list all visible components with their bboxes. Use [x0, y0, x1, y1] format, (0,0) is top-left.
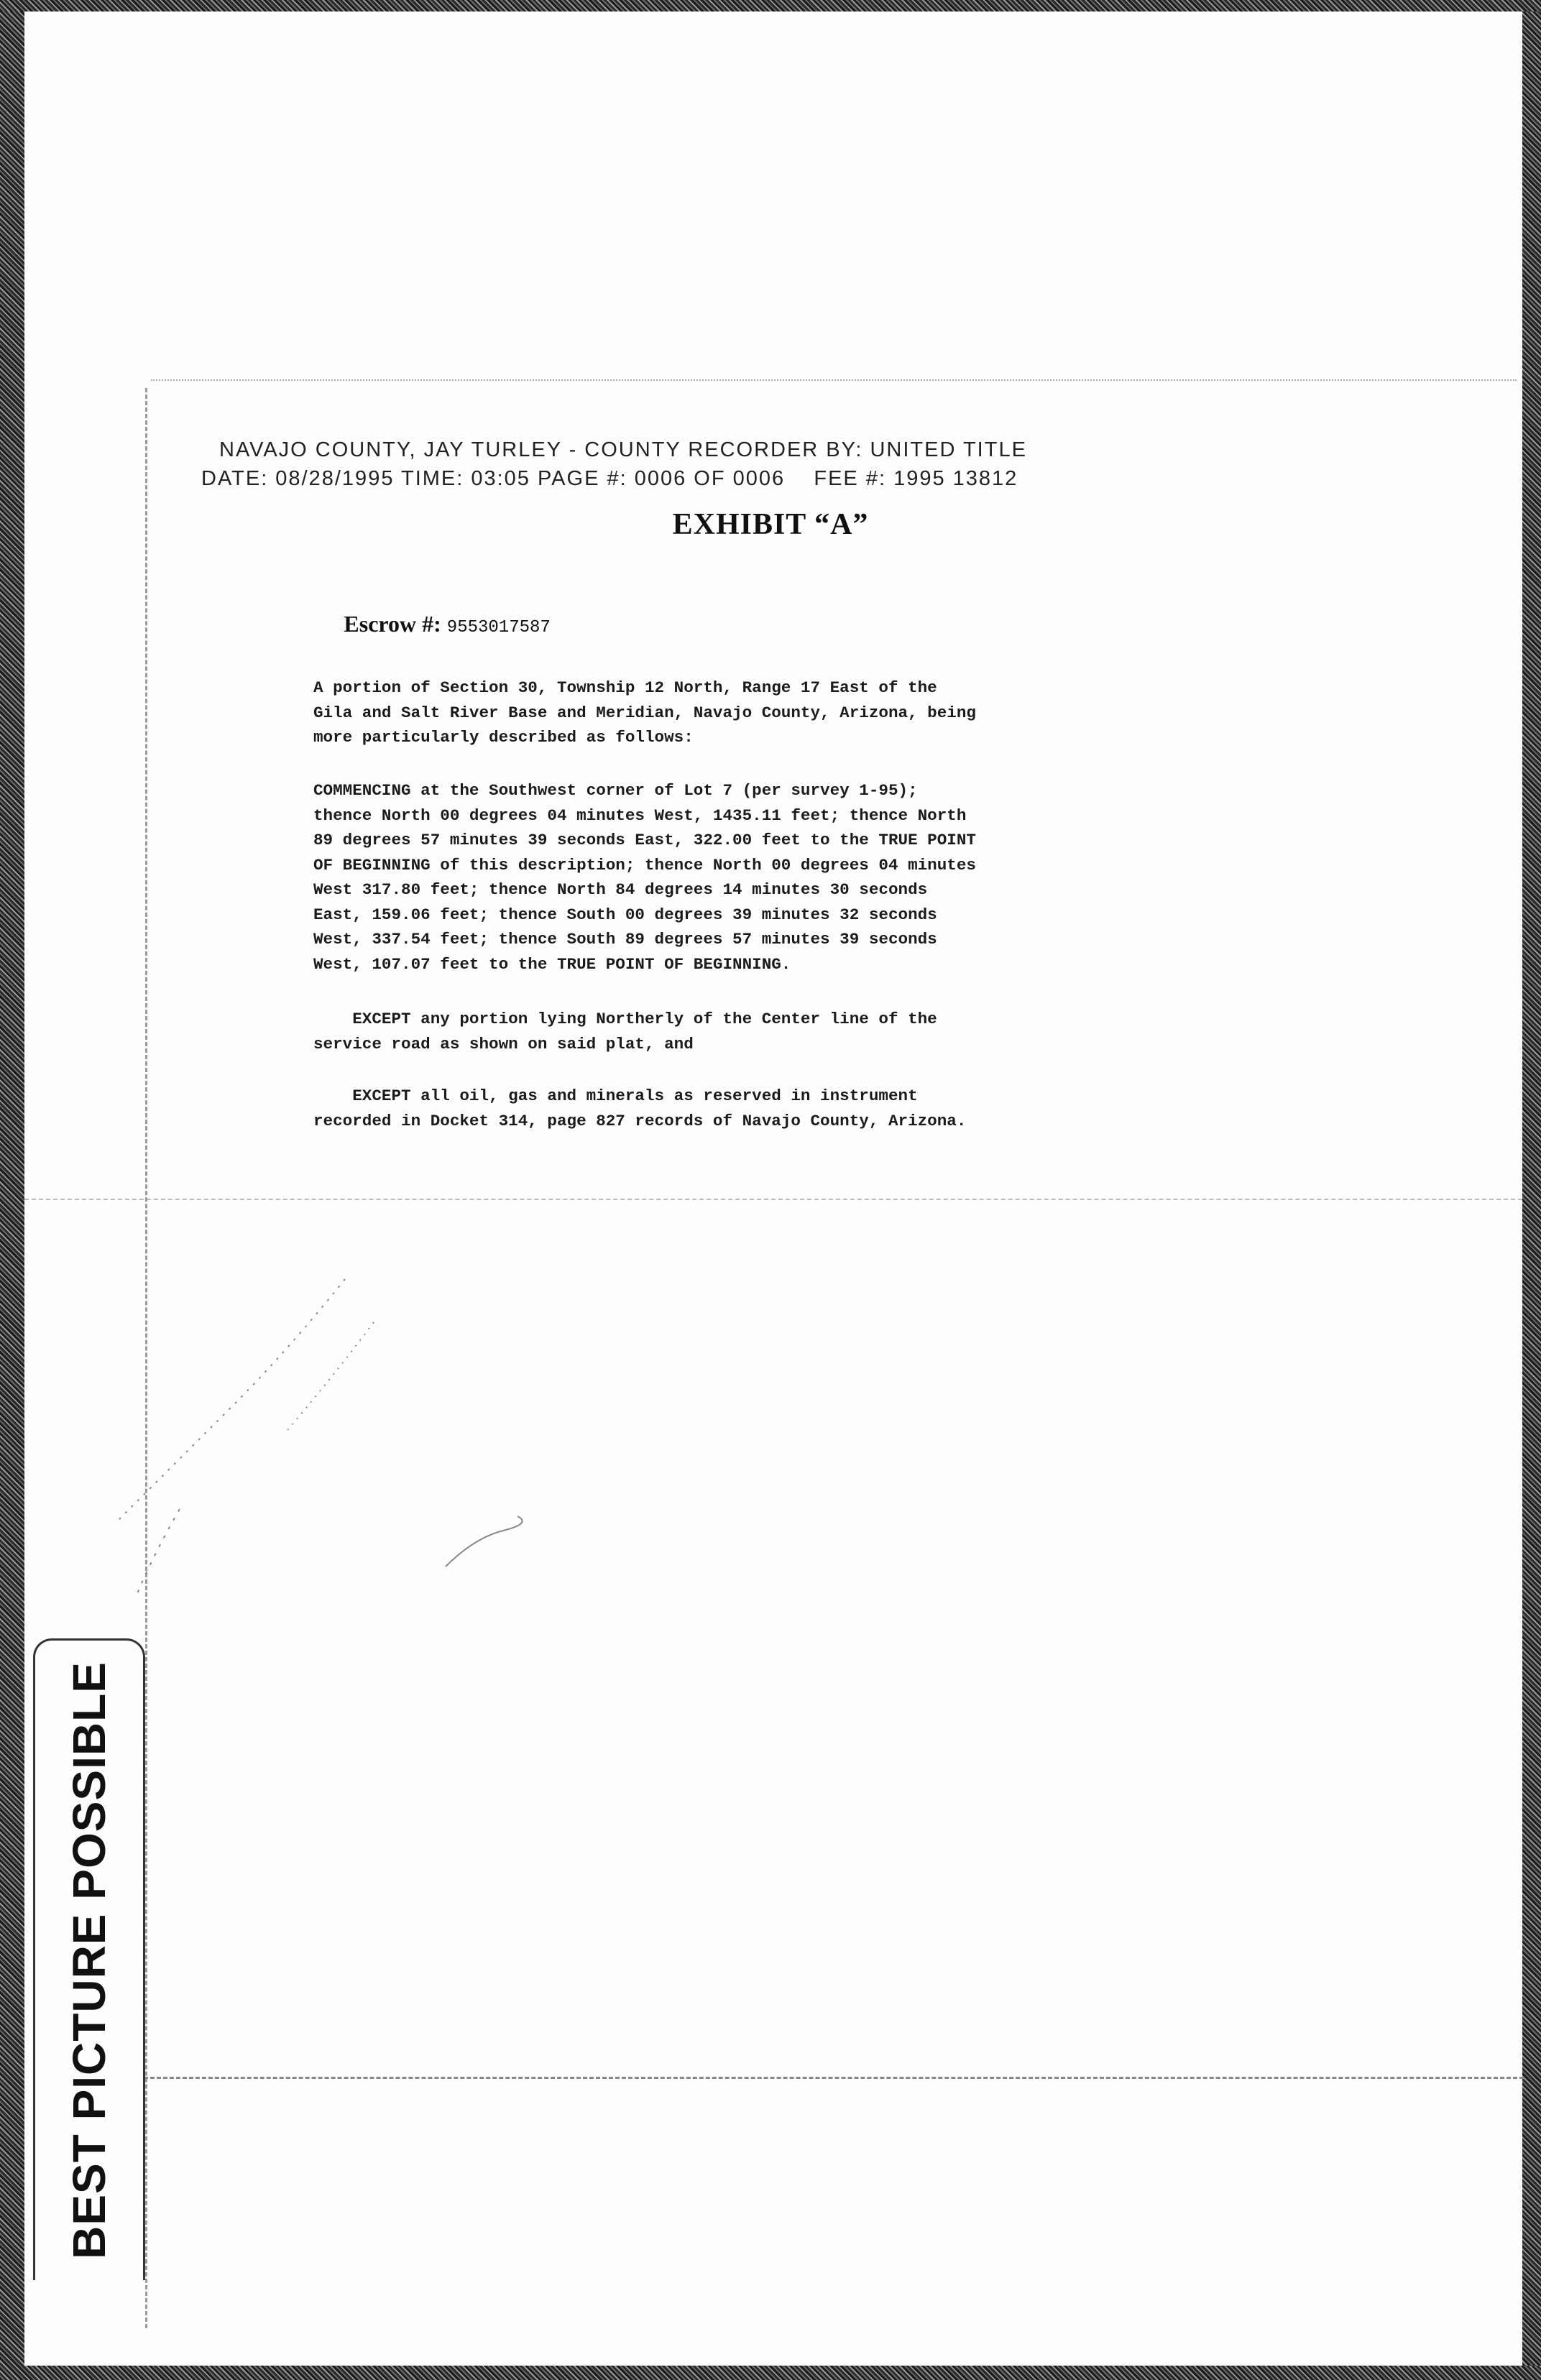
page-fold-line	[24, 1199, 1522, 1200]
recorder-stamp-line-2: DATE: 08/28/1995 TIME: 03:05 PAGE #: 0006 OF 0006 FEE #: 1995 13812	[201, 467, 1018, 490]
best-picture-possible-stamp	[33, 1638, 145, 2280]
scan-edge-left	[0, 0, 24, 2380]
form-border-top	[151, 379, 1517, 381]
recorder-stamp-line-1: NAVAJO COUNTY, JAY TURLEY - COUNTY RECORDER BY: UNITED TITLE	[219, 438, 1027, 461]
form-border-bottom	[144, 2077, 1524, 2079]
scan-edge-bottom	[0, 2366, 1541, 2380]
legal-description-intro: A portion of Section 30, Township 12 North, Range 17 East of the Gila and Salt River Base and Meridian, Navajo County, Arizona, being more particularly described as follows:	[313, 678, 976, 747]
legal-description-metes-bounds: COMMENCING at the Southwest corner of Lot 7 (per survey 1-95); thence North 00 degrees 04 minutes West, 1435.11 feet; thence North 89 degrees 57 minutes 39 seconds East, 322.00 feet to the TRUE POINT OF BEGINNING of this description; thence North 00 degrees 04 minutes West 317.80 feet; thence North 84 degrees 14 minutes 30 seconds East, 159.06 feet; thence South 00 degrees 39 minutes 32 seconds West, 337.54 feet; thence South 89 degrees 57 minutes 39 seconds West, 107.07 feet to the TRUE POINT OF BEGINNING.	[313, 781, 976, 974]
exception-minerals: EXCEPT all oil, gas and minerals as reserved in instrument recorded in Docket 314, page 827 records of Navajo County, Arizona.	[313, 1087, 967, 1130]
scan-edge-right	[1522, 0, 1541, 2380]
faint-scribble-marks	[72, 1222, 719, 1653]
scan-edge-top	[0, 0, 1541, 11]
exception-road: EXCEPT any portion lying Northerly of the Center line of the service road as shown on said plat, and	[313, 1010, 937, 1053]
escrow-value: 9553017587	[446, 618, 551, 637]
exhibit-title: EXHIBIT “A”	[672, 508, 869, 541]
side-stamp-text: BEST PICTURE POSSIBLE	[63, 1661, 115, 2259]
escrow-label: Escrow #:	[344, 611, 441, 637]
escrow-number	[316, 598, 551, 650]
